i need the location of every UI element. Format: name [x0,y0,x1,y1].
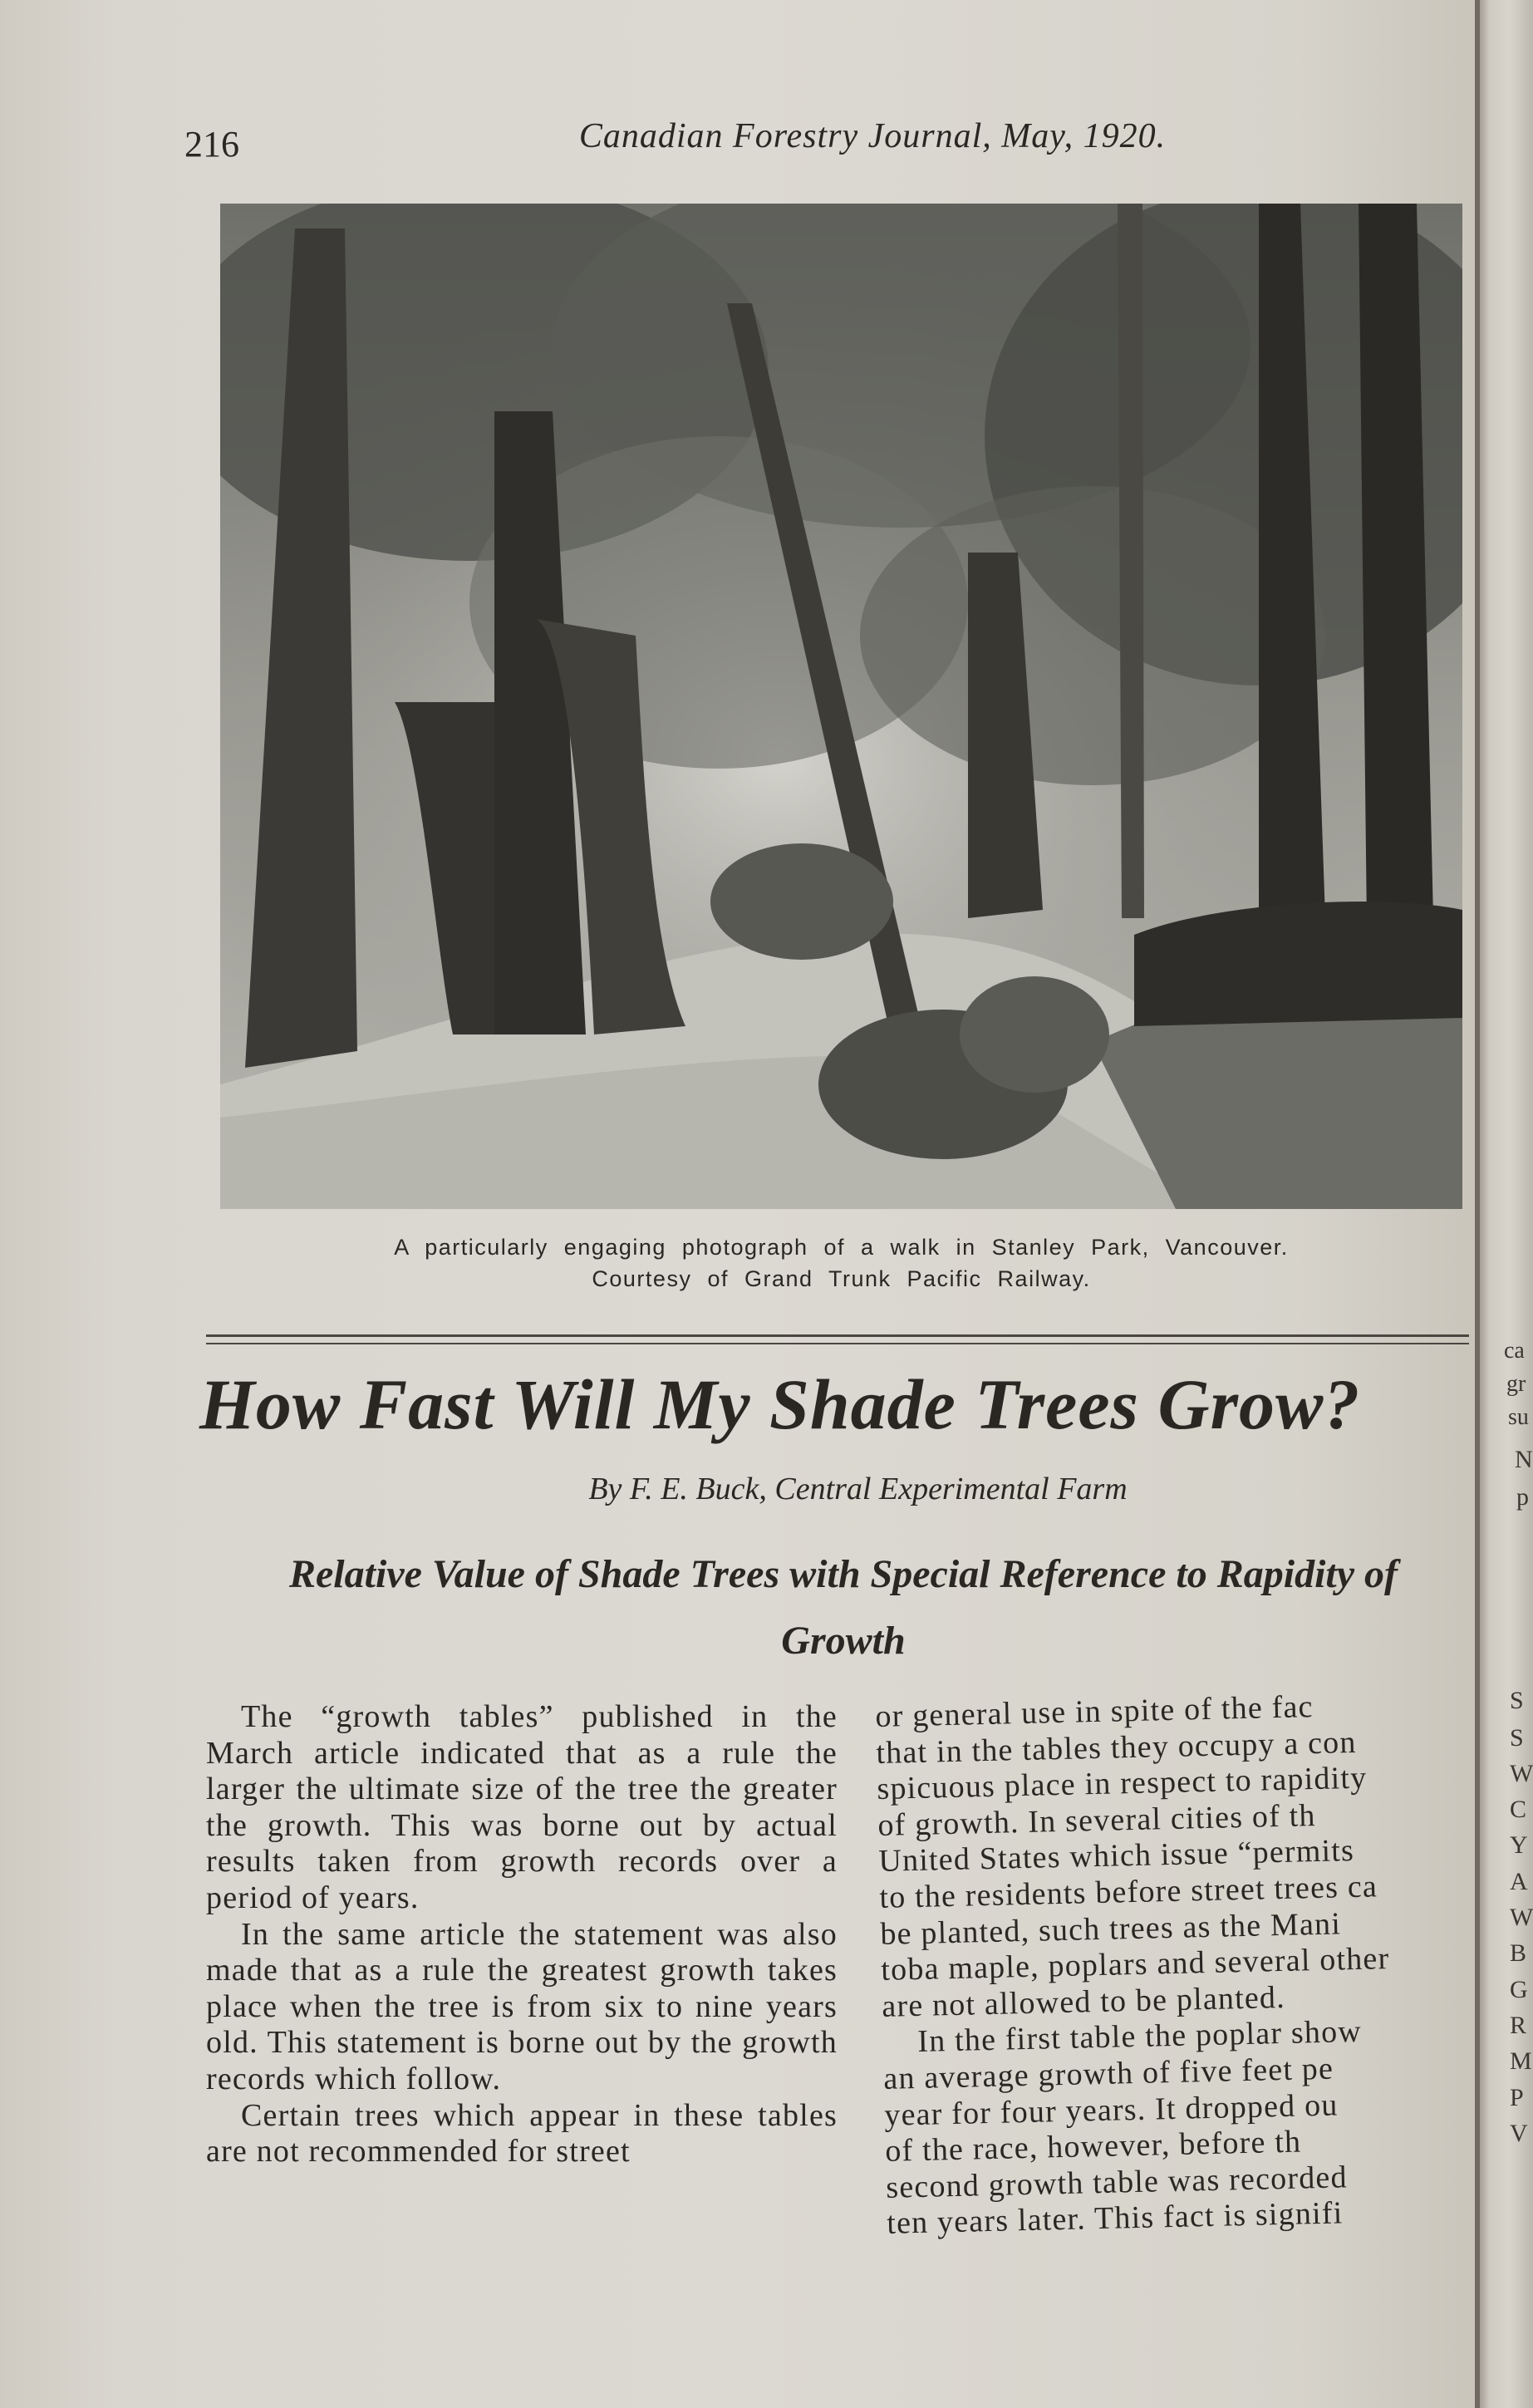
right-line: In the first table the poplar show [916,2014,1363,2060]
right-line: are not allowed to be planted. [881,1979,1286,2024]
right-line: spicuous place in respect to rapidity [876,1760,1368,1807]
right-line: that in the tables they occupy a con [875,1724,1357,1771]
running-header: Canadian Forestry Journal, May, 1920. [578,117,1167,155]
right-line: ten years later. This fact is signifi [886,2195,1344,2242]
right-line: United States which issue “permits [877,1833,1355,1880]
right-line: of the race, however, before th [884,2124,1302,2169]
article-right-column [875,1685,1502,2243]
divider-rule-bottom [206,1343,1469,1344]
edge-fragment: su [1508,1404,1529,1430]
right-line: of growth. In several cities of th [877,1797,1317,1843]
caption-line-2: Courtesy of Grand Trunk Pacific Railway. [592,1266,1091,1291]
paragraph-3: Certain trees which appear in these tables are not recommended for street [206,2097,838,2170]
article-title: How Fast Will My Shade Trees Grow? [199,1364,1361,1444]
edge-fragment: ca [1504,1338,1525,1364]
park-photograph [220,204,1462,1209]
next-page-edge [1475,0,1533,2408]
caption-line-1: A particularly engaging photograph of a walk in Stanley Park, Vancouver. [394,1235,1289,1260]
right-line: second growth table was recorded [885,2159,1349,2205]
book-gutter [1475,0,1480,2408]
edge-letter: C [1510,1796,1527,1823]
right-line: be planted, such trees as the Mani [879,1905,1342,1952]
divider-rule-top [206,1334,1469,1337]
edge-letter: A [1510,1868,1528,1895]
edge-letter: W [1510,1904,1533,1931]
edge-letter: S [1510,1687,1524,1714]
article-subtitle: Relative Value of Shade Trees with Special Reference to Rapidity of Growth [288,1552,1398,1663]
edge-letter: S [1510,1724,1524,1752]
photo-caption [216,1231,1467,1295]
edge-letter: Y [1510,1831,1528,1859]
edge-letter: V [1510,2120,1528,2147]
right-line: or general use in spite of the fac [875,1689,1314,1734]
edge-letter: R [1510,2012,1527,2039]
right-line: year for four years. It dropped ou [883,2087,1339,2133]
edge-fragment: N [1515,1446,1533,1473]
edge-letter: G [1510,1976,1528,2003]
edge-letter: B [1510,1939,1527,1967]
edge-letter: M [1510,2047,1532,2075]
edge-fragment: p [1516,1483,1529,1511]
article-byline: By F. E. Buck, Central Experimental Farm [588,1472,1128,1506]
page-number: 216 [184,124,239,165]
right-line: toba maple, poplars and several other [880,1941,1390,1988]
right-line: to the residents before street trees ca [878,1869,1378,1915]
article-left-column [206,1699,838,2170]
paragraph-2: In the same article the statement was also made that as a rule the greatest growth takes place when the tree is from six to nine years old. This statement is borne out by the growth records which follow. [206,1916,838,2096]
right-line: an average growth of five feet pe [882,2051,1334,2096]
forest-walk-image [220,204,1462,1209]
edge-letter: W [1510,1760,1533,1787]
paragraph-1: The “growth tables” published in the March article indicated that as a rule the larger the ultimate size of the tree the greater the growth. This was borne out by actual results taken from growth records over a period of years. [206,1699,838,1915]
edge-fragment: gr [1506,1371,1526,1397]
edge-letter: P [1510,2084,1524,2111]
